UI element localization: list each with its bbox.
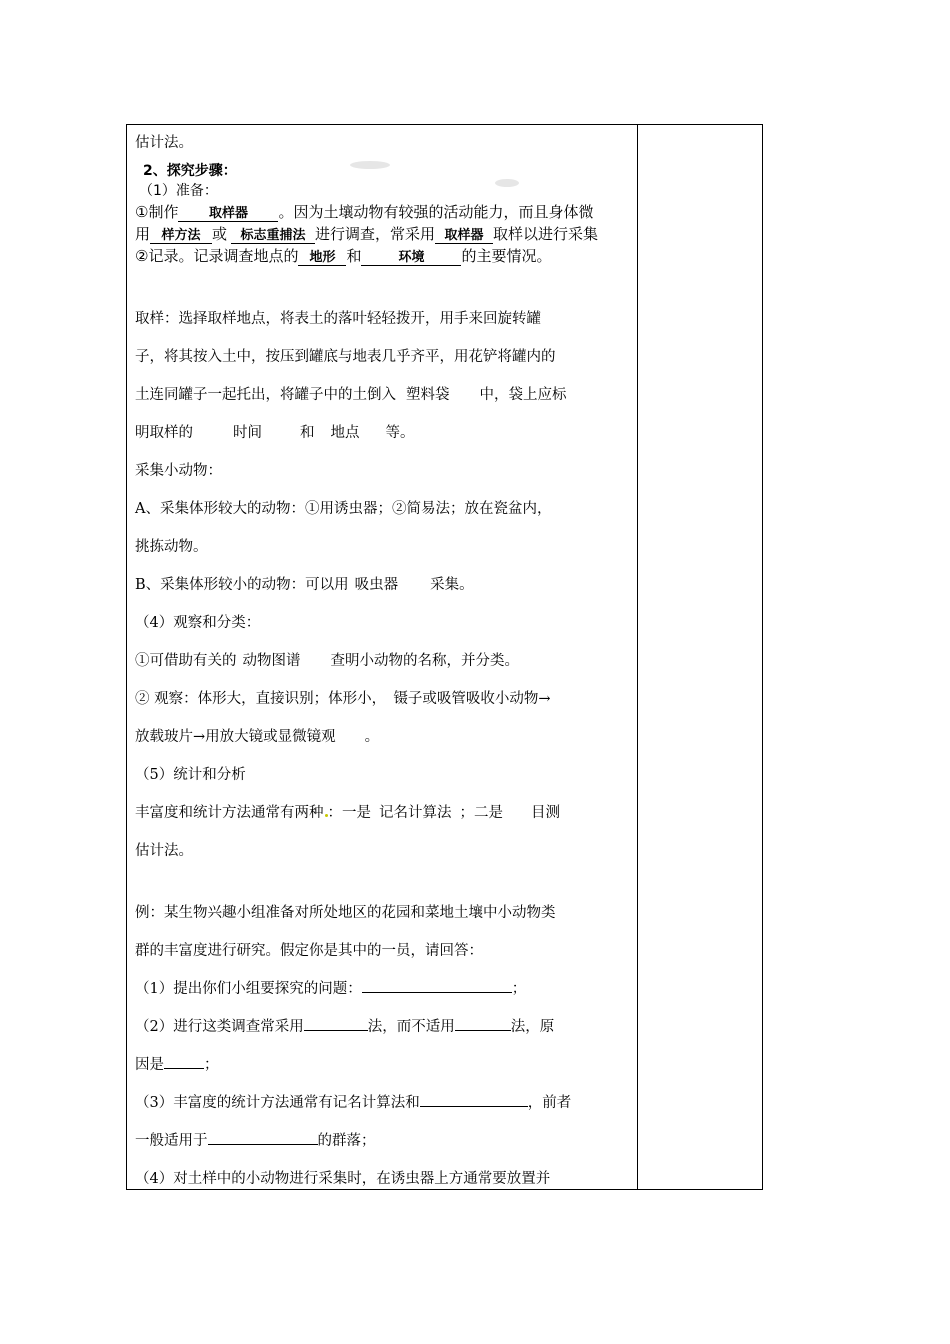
text-line: A、采集体形较大的动物：①用诱虫器；②简易法；放在瓷盆内， [135, 501, 552, 517]
text-line: 挑拣动物。 [135, 539, 208, 555]
text-line: 取样：选择取样地点，将表土的落叶轻轻拨开，用手来回旋转罐 [135, 311, 541, 327]
scan-smudge [350, 161, 390, 169]
answer-blank [164, 1056, 204, 1069]
answer-blank [455, 1018, 511, 1031]
text-line: ② 观察：体形大，直接识别；体形小， 镊子或吸管吸收小动物→ [135, 691, 551, 707]
answer-blank [208, 1132, 318, 1145]
text-line: （5）统计和分析 [135, 767, 246, 783]
question-4: （4）对土样中的小动物进行采集时，在诱虫器上方通常要放置并 [135, 1171, 551, 1187]
text-line: ①制作 取样器 。因为土壤动物有较强的活动能力，而且身体微 [135, 203, 594, 221]
pasted-image-section [135, 155, 641, 295]
section-heading: 2、探究步骤： [143, 163, 237, 179]
text-line: 土连同罐子一起托出，将罐子中的土倒入 塑料袋 中，袋上应标 [135, 387, 567, 403]
text-line: 丰富度和统计方法通常有两种 ：一是 记名计算法 ；二是 目测 [135, 805, 560, 821]
question-1: （1）提出你们小组要探究的问题： ； [135, 981, 527, 997]
text-line: B、采集体形较小的动物：可以用 吸虫器 采集。 [135, 577, 474, 593]
text-line: 估计法。 [135, 135, 193, 151]
text-line: 估计法。 [135, 843, 193, 859]
question-2: （2）进行这类调查常采用 法，而不适用 法，原 [135, 1019, 555, 1035]
text-line: ②记录。记录调查地点的 地形 和 环境 的主要情况。 [135, 247, 552, 265]
text-line: （4）观察和分类： [135, 615, 261, 631]
question-3-cont: 一般适用于 的群落； [135, 1133, 376, 1149]
text-line: 例：某生物兴趣小组准备对所处地区的花园和菜地土壤中小动物类 [135, 905, 556, 921]
scan-smudge [495, 179, 519, 187]
document-table [126, 124, 763, 1190]
answer-blank [362, 980, 512, 993]
text-line: 明取样的 时间 和 地点 等。 [135, 425, 415, 441]
text-line: 放载玻片→用放大镜或显微镜观 。 [135, 729, 380, 745]
text-line: 采集小动物： [135, 463, 222, 479]
question-3: （3）丰富度的统计方法通常有记名计算法和 ，前者 [135, 1095, 572, 1111]
text-line: 群的丰富度进行研究。假定你是其中的一员，请回答： [135, 943, 483, 959]
answer-blank [304, 1018, 368, 1031]
text-line: 用 样方法 或 标志重捕法 进行调查，常采用 取样器 取样以进行采集 [135, 225, 599, 243]
subheading: （1）准备： [139, 183, 218, 199]
answer-blank [420, 1094, 528, 1107]
text-line: ①可借助有关的 动物图谱 查明小动物的名称，并分类。 [135, 653, 519, 669]
text-line: 子，将其按入土中，按压到罐底与地表几乎齐平，用花铲将罐内的 [135, 349, 556, 365]
question-2-cont: 因是 ； [135, 1057, 219, 1073]
